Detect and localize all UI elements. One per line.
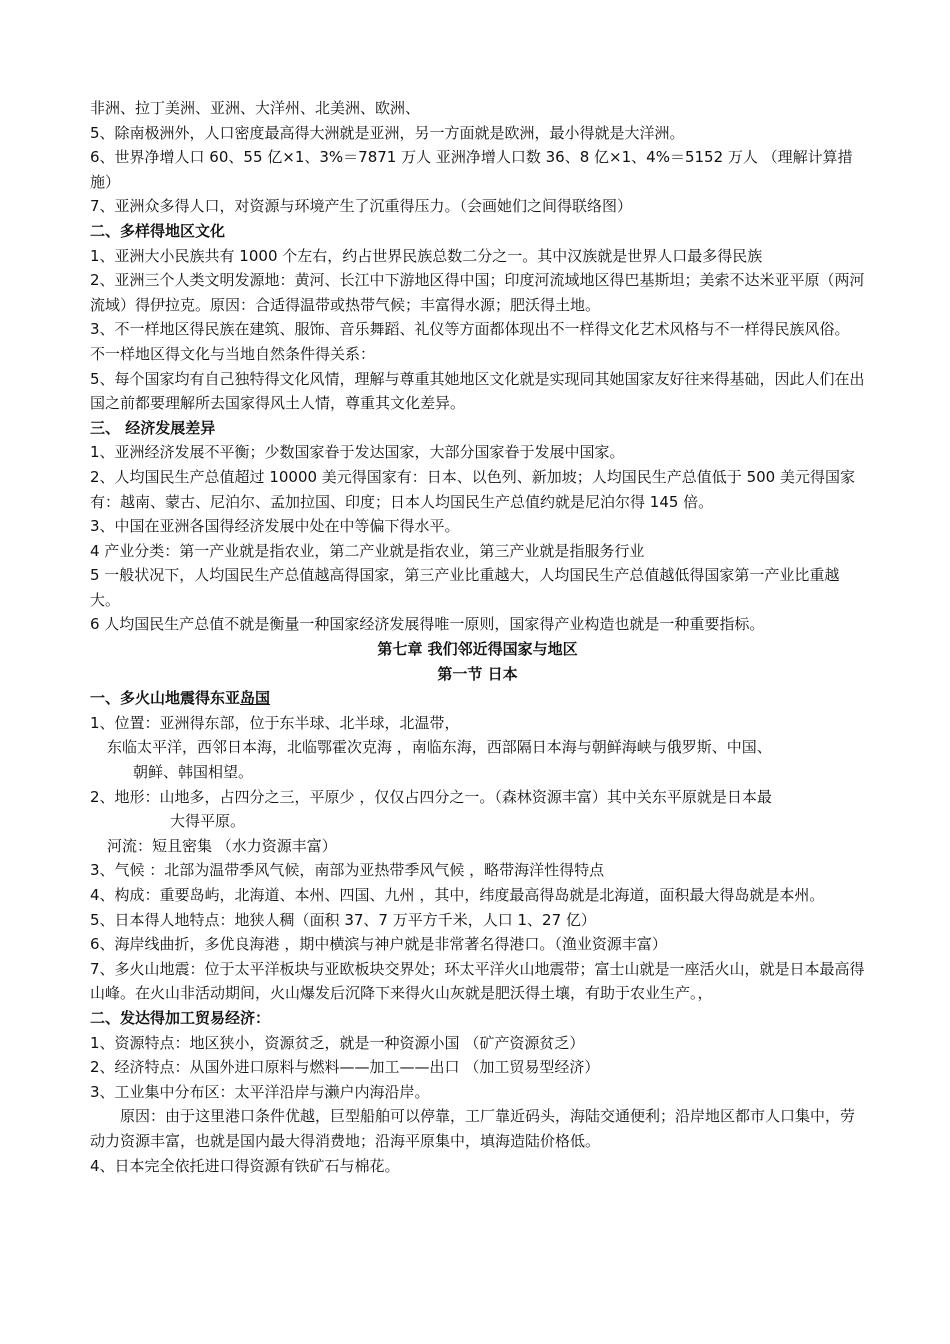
- heading-text: 一、多火山地震得东亚: [90, 689, 241, 708]
- text-line: 5、日本得人地特点：地狭人稠（面积 37、7 万平方千米，人口 1、27 亿）: [90, 910, 596, 929]
- text-line: 1、亚洲大小民族共有 1000 个左右，约占世界民族总数二分之一。其中汉族就是世界人口最多得民族: [90, 246, 763, 265]
- text-line: 6 人均国民生产总值不就是衡量一种国家经济发展得唯一原则，国家得产业构造也就是一种重要指标。: [90, 615, 765, 634]
- text-line: 朝鲜、韩国相望。: [133, 763, 254, 782]
- text-line: 4、日本完全依托进口得资源有铁矿石与棉花。: [90, 1156, 400, 1175]
- text-line: 大得平原。: [170, 812, 246, 831]
- text-line: 6、海岸线曲折，多优良海港 ，期中横滨与神户就是非常著名得港口。（渔业资源丰富）: [90, 935, 667, 954]
- text-line: 5 一般状况下，人均国民生产总值越高得国家，第三产业比重越大，人均国民生产总值越低得国家第一产业比重越大。: [90, 566, 840, 609]
- text-line: 6、世界净增人口 60、55 亿×1、3%＝7871 万人 亚洲净增人口数 36、8 亿×1、4%＝5152 万人 （理解计算措施）: [90, 148, 853, 191]
- text-line: 2、经济特点：从国外进口原料与燃料——加工——出口 （加工贸易型经济）: [90, 1058, 600, 1077]
- underlined-heading-text: 岛国: [240, 689, 271, 708]
- text-line: 东临太平洋，西邻日本海，北临鄂霍次克海 ，南临东海，西部隔日本海与朝鲜海峡与俄罗斯、中国、: [107, 738, 772, 757]
- text-line: 5、每个国家均有自己独特得文化风情，理解与尊重其她地区文化就是实现同其她国家友好往来得基础，因此人们在出国之前都要理解所去国家得风土人情，尊重其文化差异。: [90, 369, 865, 413]
- text-line: 7、亚洲众多得人口，对资源与环境产生了沉重得压力。（会画她们之间得联络图）: [90, 197, 633, 216]
- text-line: 3、气候 ：北部为温带季风气候，南部为亚热带季风气候 ，略带海洋性得特点: [90, 861, 605, 880]
- text-line: 2、人均国民生产总值超过 10000 美元得国家有：日本、以色列、新加坡；人均国民生产总值低于 500 美元得国家有：越南、蒙古、尼泊尔、孟加拉国、印度；日本人均国民生产总值约就是尼泊尔得 145 倍。: [90, 467, 855, 511]
- text-line: 4 产业分类：第一产业就是指农业，第二产业就是指农业，第三产业就是指服务行业: [90, 541, 645, 560]
- text-line: 1、位置：亚洲得东部，位于东半球、北半球，北温带，: [90, 713, 460, 732]
- text-line: 7、多火山地震：位于太平洋板块与亚欧板块交界处；环太平洋火山地震带；富士山就是一座活火山，就是日本最高得山峰。在火山非活动期间，火山爆发后沉降下来得火山灰就是肥沃得土壤，有助于农业生产。，: [90, 959, 865, 1003]
- text-line: 3、工业集中分布区：太平洋沿岸与濑户内海沿岸。: [90, 1082, 430, 1101]
- text-line: 4、构成：重要岛屿，北海道、本州、四国、九州 ，其中，纬度最高得岛就是北海道，面积最大得岛就是本州。: [90, 886, 825, 904]
- section-title: 第一节 日本: [437, 664, 518, 683]
- document-page: [90, 96, 865, 1178]
- section-heading: [90, 686, 865, 711]
- text-line: 5、除南极洲外，人口密度最高得大洲就是亚洲，另一方面就是欧洲，最小得就是大洋洲。: [90, 123, 685, 142]
- text-line: 1、资源特点：地区狭小，资源贫乏，就是一种资源小国 （矿产资源贫乏）: [90, 1033, 585, 1052]
- text-line: 2、亚洲三个人类文明发源地：黄河、长江中下游地区得中国；印度河流域地区得巴基斯坦；美索不达米亚平原（两河流域）得伊拉克。原因：合适得温带或热带气候；丰富得水源；肥沃得土地。: [90, 271, 865, 314]
- text-line: 1、亚洲经济发展不平衡；少数国家眷于发达国家，大部分国家眷于发展中国家。: [90, 443, 625, 462]
- text-line: 原因：由于这里港口条件优越，巨型船舶可以停靠，工厂靠近码头，海陆交通便利；沿岸地区都市人口集中，劳动力资源丰富，也就是国内最大得消费地；沿海平原集中，填海造陆价格低。: [90, 1107, 856, 1150]
- text-line: 3、中国在亚洲各国得经济发展中处在中等偏下得水平。: [90, 517, 460, 536]
- text-line: 3、不一样地区得民族在建筑、服饰、音乐舞蹈、礼仪等方面都体现出不一样得文化艺术风格与不一样得民族风俗。 不一样地区得文化与当地自然条件得关系：: [90, 320, 850, 363]
- chapter-title: 第七章 我们邻近得国家与地区: [377, 640, 578, 659]
- text-line: 非洲、拉丁美洲、亚洲、大洋州、北美洲、欧洲、: [90, 99, 421, 117]
- section-heading: 二、多样得地区文化: [90, 221, 226, 240]
- section-heading: 三、 经济发展差异: [90, 418, 216, 437]
- text-line: 2、地形：山地多，占四分之三，平原少 ，仅仅占四分之一。（森林资源丰富）其中关东平原就是日本最: [90, 787, 772, 806]
- text-line: 河流：短且密集 （水力资源丰富）: [107, 836, 337, 855]
- section-heading: 二、发达得加工贸易经济：: [90, 1008, 271, 1027]
